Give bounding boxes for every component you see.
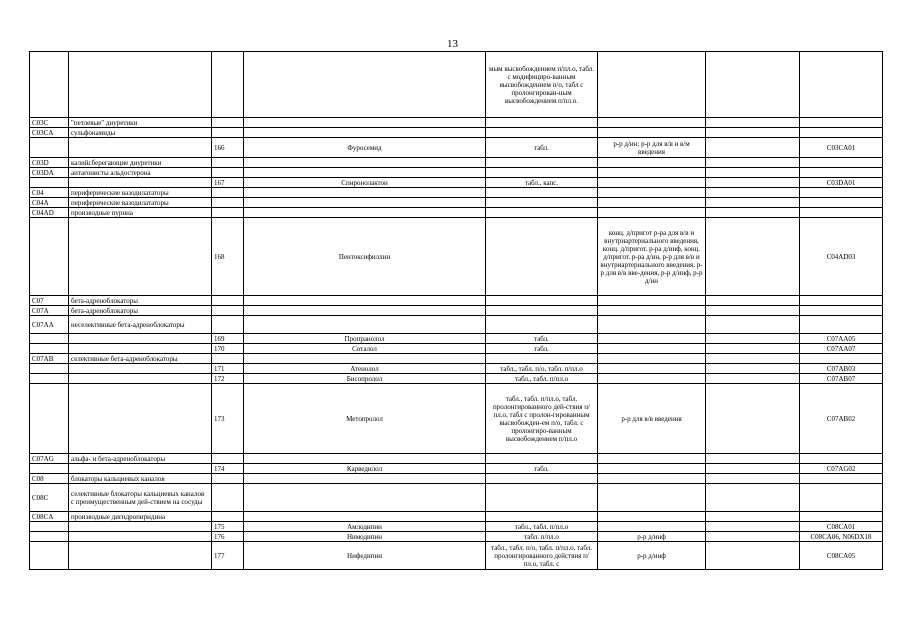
dosage-form-cell: мым высвобождением п/пл.о, табл. с модифициро-ванным высвобождением п/о, табл с пролонгирован-ным высвобождением п/пл.о. (486, 52, 598, 118)
table-row (30, 484, 883, 512)
item-number-cell: 170 (212, 344, 244, 354)
atc-group-code-cell (30, 522, 69, 532)
item-number-cell: 171 (212, 364, 244, 374)
extra-cell-cell (706, 128, 800, 138)
injection-form-cell (598, 306, 706, 316)
group-name-cell (69, 522, 212, 532)
atc-code-cell: C07AG02 (800, 464, 883, 474)
item-number-cell: 177 (212, 542, 244, 570)
group-name-cell: блокаторы кальциевых каналов (69, 474, 212, 484)
group-name-cell: неселективные бета-адреноблокаторы (69, 316, 212, 334)
atc-code-cell: C08CA06, N06DX18 (800, 532, 883, 542)
injection-form-cell (598, 208, 706, 218)
dosage-form-cell: табл., табл. п/пл.о (486, 522, 598, 532)
group-name-cell: селективные блокаторы кальциевых каналов с преимущественным дей-ствием на сосуды (69, 484, 212, 512)
drug-name-cell (244, 306, 486, 316)
atc-group-code-cell: C03DA (30, 168, 69, 178)
drug-name-cell: Бисопролол (244, 374, 486, 384)
table-row (30, 208, 883, 218)
table-row (30, 188, 883, 198)
group-name-cell (69, 532, 212, 542)
group-name-cell: периферические вазодилататоры (69, 198, 212, 208)
extra-cell-cell (706, 484, 800, 512)
group-name-cell: калийсберегающие диуретики (69, 158, 212, 168)
injection-form-cell (598, 158, 706, 168)
atc-group-code-cell (30, 178, 69, 188)
dosage-form-cell (486, 118, 598, 128)
group-name-cell (69, 138, 212, 158)
table-row (30, 542, 883, 570)
injection-form-cell (598, 354, 706, 364)
extra-cell-cell (706, 374, 800, 384)
injection-form-cell (598, 512, 706, 522)
group-name-cell (69, 364, 212, 374)
group-name-cell (69, 334, 212, 344)
atc-group-code-cell (30, 464, 69, 474)
dosage-form-cell: табл., табл. п/пл.о (486, 374, 598, 384)
extra-cell-cell (706, 542, 800, 570)
drug-name-cell: Амлодипин (244, 522, 486, 532)
atc-code-cell: C07AB03 (800, 364, 883, 374)
atc-group-code-cell (30, 52, 69, 118)
atc-code-cell: C07AB07 (800, 374, 883, 384)
extra-cell-cell (706, 344, 800, 354)
table-row (30, 334, 883, 344)
dosage-form-cell: табл., табл. п/пл.о, табл. пролонгированного дей-ствия п/пл.о, табл с пролон-гированным высвобожден-ем п/о, табл. с пролонгиро-ванным высвобождением п/пл.о (486, 384, 598, 454)
group-name-cell: альфа- и бета-адреноблокаторы (69, 454, 212, 464)
item-number-cell (212, 158, 244, 168)
drug-name-cell: Пентоксифиллин (244, 218, 486, 296)
table-row (30, 218, 883, 296)
table-row (30, 306, 883, 316)
drug-name-cell (244, 296, 486, 306)
dosage-form-cell (486, 474, 598, 484)
injection-form-cell (598, 454, 706, 464)
atc-code-cell: C07AB02 (800, 384, 883, 454)
injection-form-cell (598, 168, 706, 178)
item-number-cell (212, 208, 244, 218)
table-row (30, 158, 883, 168)
item-number-cell: 174 (212, 464, 244, 474)
injection-form-cell (598, 52, 706, 118)
extra-cell-cell (706, 512, 800, 522)
dosage-form-cell (486, 128, 598, 138)
atc-group-code-cell: C08C (30, 484, 69, 512)
dosage-form-cell (486, 296, 598, 306)
dosage-form-cell (486, 354, 598, 364)
table-row (30, 316, 883, 334)
drug-name-cell (244, 168, 486, 178)
item-number-cell: 172 (212, 374, 244, 384)
table-row (30, 374, 883, 384)
drug-name-cell (244, 118, 486, 128)
extra-cell-cell (706, 168, 800, 178)
atc-code-cell (800, 474, 883, 484)
atc-code-cell: C07AA05 (800, 334, 883, 344)
atc-code-cell (800, 128, 883, 138)
drug-name-cell: Метопролол (244, 384, 486, 454)
table-row (30, 474, 883, 484)
table-row (30, 198, 883, 208)
table-row (30, 52, 883, 118)
group-name-cell: производные пурина (69, 208, 212, 218)
drug-name-cell: Атенолол (244, 364, 486, 374)
injection-form-cell (598, 334, 706, 344)
drug-name-cell: Соталол (244, 344, 486, 354)
atc-group-code-cell: C07AB (30, 354, 69, 364)
injection-form-cell: конц. д/пригот р-ра для в/в и внутриартериального введения, конц. д/пригот. р-ра д/инф, конц. д/пригот. р-ра д/ин, р-р для в/в и внутриартериального введения, р-р для в/в вве-дения, р-р д/инф, р-р д/ин (598, 218, 706, 296)
dosage-form-cell: табл., табл. п/о, табл. п/пл.о, табл. пролонгированного действия п/пл.о, табл. с (486, 542, 598, 570)
drug-name-cell (244, 208, 486, 218)
item-number-cell (212, 474, 244, 484)
drug-name-cell (244, 484, 486, 512)
atc-code-cell (800, 296, 883, 306)
extra-cell-cell (706, 522, 800, 532)
injection-form-cell (598, 464, 706, 474)
group-name-cell: сульфонамиды (69, 128, 212, 138)
dosage-form-cell: табл., табл. п/о, табл. п/пл.о (486, 364, 598, 374)
item-number-cell (212, 128, 244, 138)
group-name-cell: "петлевые" диуретики (69, 118, 212, 128)
item-number-cell (212, 454, 244, 464)
extra-cell-cell (706, 364, 800, 374)
extra-cell-cell (706, 384, 800, 454)
table-row (30, 354, 883, 364)
extra-cell-cell (706, 532, 800, 542)
extra-cell-cell (706, 198, 800, 208)
table-row (30, 522, 883, 532)
atc-group-code-cell: C07 (30, 296, 69, 306)
table-row (30, 296, 883, 306)
atc-code-cell (800, 168, 883, 178)
atc-code-cell (800, 306, 883, 316)
atc-code-cell (800, 52, 883, 118)
item-number-cell (212, 354, 244, 364)
extra-cell-cell (706, 138, 800, 158)
group-name-cell (69, 464, 212, 474)
extra-cell-cell (706, 52, 800, 118)
atc-group-code-cell: C03D (30, 158, 69, 168)
group-name-cell: бета-адреноблокаторы (69, 296, 212, 306)
injection-form-cell (598, 118, 706, 128)
group-name-cell: производные дигидропиридина (69, 512, 212, 522)
injection-form-cell (598, 344, 706, 354)
dosage-form-cell (486, 316, 598, 334)
atc-code-cell (800, 198, 883, 208)
injection-form-cell (598, 178, 706, 188)
extra-cell-cell (706, 474, 800, 484)
injection-form-cell (598, 374, 706, 384)
extra-cell-cell (706, 316, 800, 334)
dosage-form-cell (486, 168, 598, 178)
group-name-cell (69, 178, 212, 188)
atc-group-code-cell: C03CA (30, 128, 69, 138)
item-number-cell: 168 (212, 218, 244, 296)
injection-form-cell (598, 474, 706, 484)
atc-group-code-cell: C04AD (30, 208, 69, 218)
injection-form-cell (598, 364, 706, 374)
atc-group-code-cell: C04A (30, 198, 69, 208)
atc-code-cell (800, 208, 883, 218)
drug-name-cell (244, 158, 486, 168)
dosage-form-cell: табл. (486, 334, 598, 344)
item-number-cell (212, 188, 244, 198)
injection-form-cell (598, 296, 706, 306)
extra-cell-cell (706, 158, 800, 168)
dosage-form-cell (486, 188, 598, 198)
extra-cell-cell (706, 218, 800, 296)
atc-code-cell (800, 484, 883, 512)
drug-name-cell: Пропранолол (244, 334, 486, 344)
group-name-cell: бета-адреноблокаторы (69, 306, 212, 316)
extra-cell-cell (706, 118, 800, 128)
injection-form-cell: р-р д/ин; р-р для в/в и в/м введения (598, 138, 706, 158)
item-number-cell (212, 512, 244, 522)
item-number-cell: 176 (212, 532, 244, 542)
injection-form-cell: р-р для в/в введения (598, 384, 706, 454)
table-row (30, 364, 883, 374)
item-number-cell (212, 52, 244, 118)
drug-name-cell (244, 354, 486, 364)
injection-form-cell (598, 522, 706, 532)
injection-form-cell: р-р д/инф (598, 532, 706, 542)
extra-cell-cell (706, 454, 800, 464)
atc-group-code-cell (30, 138, 69, 158)
drug-name-cell (244, 198, 486, 208)
drug-name-cell (244, 454, 486, 464)
item-number-cell: 166 (212, 138, 244, 158)
atc-group-code-cell (30, 364, 69, 374)
item-number-cell (212, 168, 244, 178)
item-number-cell: 173 (212, 384, 244, 454)
dosage-form-cell: табл. (486, 138, 598, 158)
table-row (30, 128, 883, 138)
item-number-cell (212, 316, 244, 334)
item-number-cell (212, 296, 244, 306)
drug-name-cell: Спиронолактон (244, 178, 486, 188)
table-row (30, 168, 883, 178)
drug-name-cell (244, 188, 486, 198)
atc-code-cell: C03DA01 (800, 178, 883, 188)
atc-code-cell (800, 118, 883, 128)
atc-group-code-cell: C07AA (30, 316, 69, 334)
drug-name-cell (244, 474, 486, 484)
extra-cell-cell (706, 296, 800, 306)
atc-code-cell (800, 512, 883, 522)
dosage-form-cell (486, 218, 598, 296)
dosage-form-cell (486, 306, 598, 316)
atc-group-code-cell (30, 218, 69, 296)
dosage-form-cell (486, 454, 598, 464)
group-name-cell (69, 374, 212, 384)
atc-code-cell (800, 158, 883, 168)
page-number: 13 (447, 38, 458, 50)
dosage-form-cell: табл. п/пл.о (486, 532, 598, 542)
atc-group-code-cell: C04 (30, 188, 69, 198)
injection-form-cell (598, 188, 706, 198)
atc-code-cell (800, 354, 883, 364)
drug-name-cell: Нифедипин (244, 542, 486, 570)
atc-group-code-cell: C08CA (30, 512, 69, 522)
table-row (30, 344, 883, 354)
table-row (30, 454, 883, 464)
dosage-form-cell (486, 198, 598, 208)
drug-name-cell: Карведилол (244, 464, 486, 474)
extra-cell-cell (706, 178, 800, 188)
dosage-form-cell: табл. (486, 344, 598, 354)
atc-code-cell: C04AD03 (800, 218, 883, 296)
item-number-cell (212, 198, 244, 208)
table-row (30, 178, 883, 188)
injection-form-cell (598, 198, 706, 208)
item-number-cell: 175 (212, 522, 244, 532)
dosage-form-cell: табл., капс. (486, 178, 598, 188)
table-row (30, 118, 883, 128)
atc-code-cell (800, 316, 883, 334)
dosage-form-cell (486, 208, 598, 218)
group-name-cell (69, 218, 212, 296)
atc-code-cell (800, 188, 883, 198)
atc-group-code-cell: C07AG (30, 454, 69, 464)
drug-name-cell (244, 52, 486, 118)
group-name-cell (69, 52, 212, 118)
group-name-cell: периферические вазодилататоры (69, 188, 212, 198)
atc-group-code-cell (30, 532, 69, 542)
table-row (30, 512, 883, 522)
item-number-cell (212, 306, 244, 316)
extra-cell-cell (706, 464, 800, 474)
dosage-form-cell: табл. (486, 464, 598, 474)
group-name-cell: селективные бета-адреноблокаторы (69, 354, 212, 364)
atc-group-code-cell (30, 334, 69, 344)
extra-cell-cell (706, 354, 800, 364)
extra-cell-cell (706, 334, 800, 344)
extra-cell-cell (706, 188, 800, 198)
group-name-cell (69, 344, 212, 354)
table-row (30, 532, 883, 542)
atc-group-code-cell (30, 374, 69, 384)
atc-code-cell: C07AA07 (800, 344, 883, 354)
dosage-form-cell (486, 158, 598, 168)
drug-name-cell: Фуросемид (244, 138, 486, 158)
atc-code-cell (800, 454, 883, 464)
atc-group-code-cell (30, 384, 69, 454)
atc-group-code-cell (30, 542, 69, 570)
drug-name-cell (244, 316, 486, 334)
drug-name-cell (244, 512, 486, 522)
atc-group-code-cell: C08 (30, 474, 69, 484)
injection-form-cell: р-р д/инф (598, 542, 706, 570)
atc-code-cell: C08CA01 (800, 522, 883, 532)
table-row (30, 464, 883, 474)
extra-cell-cell (706, 306, 800, 316)
extra-cell-cell (706, 208, 800, 218)
drug-table (29, 51, 883, 570)
drug-table-body (30, 52, 883, 570)
injection-form-cell (598, 484, 706, 512)
injection-form-cell (598, 128, 706, 138)
dosage-form-cell (486, 512, 598, 522)
table-row (30, 138, 883, 158)
item-number-cell: 167 (212, 178, 244, 188)
drug-name-cell (244, 128, 486, 138)
table-row (30, 384, 883, 454)
atc-code-cell: C03CA01 (800, 138, 883, 158)
item-number-cell (212, 484, 244, 512)
group-name-cell: антагонисты альдостерона (69, 168, 212, 178)
group-name-cell (69, 542, 212, 570)
atc-code-cell: C08CA05 (800, 542, 883, 570)
injection-form-cell (598, 316, 706, 334)
atc-group-code-cell (30, 344, 69, 354)
item-number-cell (212, 118, 244, 128)
atc-group-code-cell: C07A (30, 306, 69, 316)
drug-name-cell: Нимодипин (244, 532, 486, 542)
item-number-cell: 169 (212, 334, 244, 344)
group-name-cell (69, 384, 212, 454)
atc-group-code-cell: C03C (30, 118, 69, 128)
dosage-form-cell (486, 484, 598, 512)
